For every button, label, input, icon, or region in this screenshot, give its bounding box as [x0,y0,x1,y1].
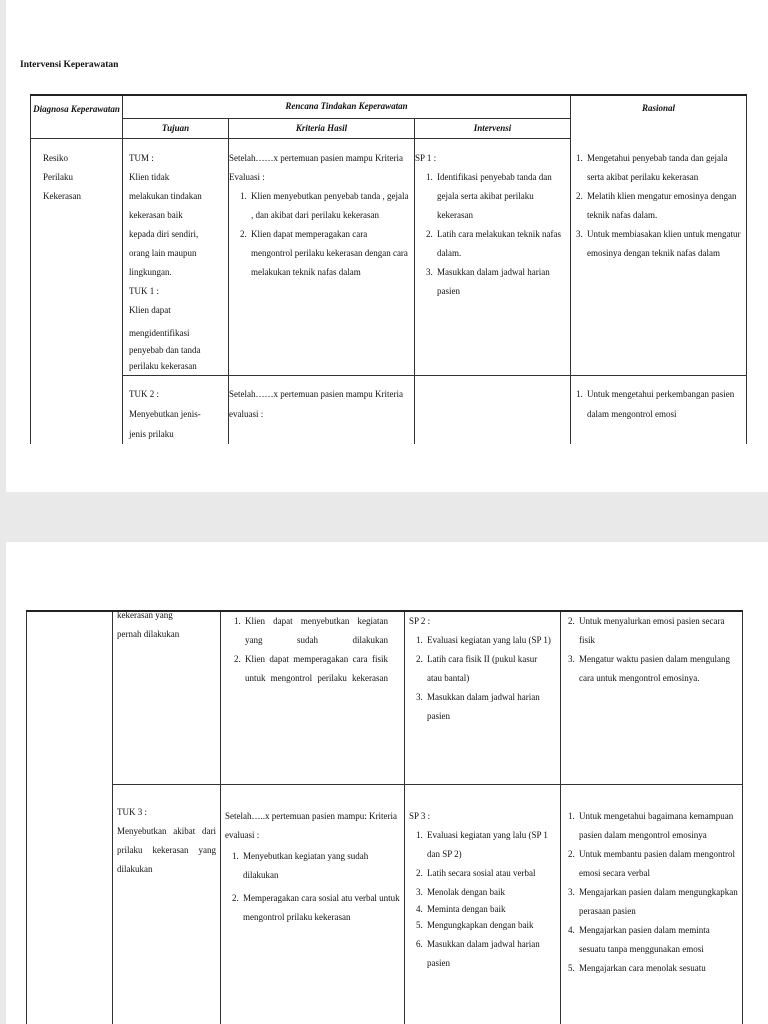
p2-row1-tujuan [113,611,221,785]
rasional-item: 1. Untuk mengetahui bagaimana kemampuan pasien dalam mengontrol emosinya [577,807,738,845]
p2-intervensi2-title: SP 3 : [409,811,431,821]
tujuan2-text [129,384,228,444]
kriteria-intro: Setelah……x pertemuan pasien mampu Kriteria Evaluasi : [229,153,403,182]
header-diagnosa-text: Diagnosa Keperawatan [33,104,120,114]
p2-tujuan-text [117,611,220,644]
p2-tujuan2-text [117,803,216,879]
intervensi-item: 2. Latih cara melakukan teknik nafas dalam. [435,225,566,263]
kriteria-item: 1. Klien dapat menyebutkan kegiatan yang sudah dilakukan [243,612,388,650]
tujuan-line: perilaku kekerasan [129,361,197,371]
tujuan-line: kekerasan yang [117,611,173,620]
header-rencana: Rencana Tindakan Keperawatan [123,95,571,118]
document-page-1 [6,0,768,492]
row1-diagnosa [31,139,123,376]
tujuan-line: mengidentifikasi [129,328,190,338]
tujuan-line: kepada diri sendiri, [129,229,199,239]
row2-diagnosa [31,376,123,445]
header-kriteria: Kriteria Hasil [229,118,415,138]
kriteria-item: 1. Menyebutkan kegiatan yang sudah dilakukan [241,847,400,885]
rasional-item: 1. Untuk mengetahui perkembangan pasien dalam mengontrol emosi [585,384,746,424]
rasional-item: 1. Mengetahui penyebab tanda dan gejala serta akibat perilaku kekerasan [585,149,746,187]
tujuan-line: penyebab dan tanda [129,345,201,355]
row2-rasional [571,376,747,445]
intervensi-item: 3. Masukkan dalam jadwal harian pasien [425,688,554,726]
rasional-item: 2. Melatih klien mengatur emosinya dengan teknik nafas dalam. [585,187,746,225]
tujuan-line: lingkungan. [129,267,172,277]
document-page-2 [6,542,768,1024]
rasional-item: 3. Mengajarkan pasien dalam mengungkapkan perasaan pasien [577,883,738,921]
p2-rasional-list [561,612,738,688]
p2-row1-intervensi [405,611,561,785]
diagnosa-list [43,149,122,206]
row1-rasional [571,139,747,376]
rasional-list [571,149,746,263]
p2-row2-tujuan [113,785,221,1024]
tujuan-text [129,149,228,375]
rasional-item: 4. Mengajarkan pasien dalam meminta sesuatu tanpa menggunakan emosi [577,921,738,959]
row1-tujuan [123,139,229,376]
p2-row2-kriteria [221,785,405,1024]
diagnosa-line: Perilaku [43,172,73,182]
p2-row2-rasional [561,785,743,1024]
tujuan-line: TUM : [129,153,154,163]
intervensi-item: 4. Meminta dengan baik [425,902,554,916]
intervensi-item: 6. Masukkan dalam jadwal harian pasien [425,935,554,973]
rasional-item: 5. Mengajarkan cara menolak sesuatu [577,959,738,978]
kriteria-item: 2. Klien dapat memperagakan cara mengontrol perilaku kekerasan dengan cara melakukan teknik nafas dalam [249,225,410,282]
p2-kriteria2-list [225,847,400,927]
header-diagnosa [31,95,123,139]
p2-kriteria-list [221,612,388,688]
intervensi-title: SP 1 : [415,153,437,163]
tujuan-line: jenis prilaku [129,429,174,439]
care-plan-table [30,94,747,444]
row2-tujuan [123,376,229,445]
p2-row1-rasional [561,611,743,785]
intervensi-item: 1. Evaluasi kegiatan yang lalu (SP 1 dan SP 2) [425,826,554,864]
header-tujuan: Tujuan [123,118,229,138]
row2-kriteria [229,376,415,445]
rasional-item: 3. Mengatur waktu pasien dalam mengulang cara untuk mengontrol emosinya. [577,650,738,688]
kriteria-item: 2. Memperagakan cara sosial atu verbal untuk mengontrol prilaku kekerasan [241,889,400,927]
row2-intervensi [415,376,571,445]
kriteria-item: 1. Klien menyebutkan penyebab tanda , gejala , dan akibat dari perilaku kekerasan [249,187,410,225]
tujuan-line: melakukan tindakan [129,191,202,201]
intervensi-item: 2. Latih cara fisik II (pukul kasur atau bantal) [425,650,554,688]
diagnosa-line: Resiko [43,153,69,163]
row1-intervensi [415,139,571,376]
intervensi-item: 1. Evaluasi kegiatan yang lalu (SP 1) [425,631,554,650]
p2-kriteria2-intro: Setelah…..x pertemuan pasien mampu: Kriteria evaluasi : [225,811,397,840]
intervensi-item: 2. Latih secara sosial atau verbal [425,864,554,883]
tujuan-line: kekerasan baik [129,210,183,220]
tujuan-line: Menyebutkan jenis- [129,409,201,419]
rasional2-list [571,384,746,424]
tujuan-line: Menyebutkan akibat dari prilaku kekerasan yang dilakukan [117,826,216,874]
document-title: Intervensi Keperawatan [20,60,119,70]
intervensi-item: 3. Menolak dengan baik [425,883,554,902]
p2-intervensi2-list [409,826,554,973]
row1-kriteria [229,139,415,376]
p2-row2-intervensi [405,785,561,1024]
diagnosa-line: Kekerasan [43,191,81,201]
tujuan-line: Klien dapat [129,305,171,315]
tujuan-line: pernah dilakukan [117,629,180,639]
tujuan-line: orang lain maupun [129,248,197,258]
tujuan-line: TUK 2 : [129,389,159,399]
rasional-item: 2. Untuk menyalurkan emosi pasien secara fisik [577,612,738,650]
rasional-item: 2. Untuk membantu pasien dalam mengontrol emosi secara verbal [577,845,738,883]
intervensi-item: 3. Masukkan dalam jadwal harian pasien [435,263,566,301]
header-rasional: Rasional [571,95,747,139]
tujuan-line: TUK 1 : [129,286,159,296]
rasional-item: 3. Untuk membiasakan klien untuk mengatur emosinya dengan teknik nafas dalam [585,225,746,263]
tujuan-line: Klien tidak [129,172,170,182]
intervensi-list [415,168,566,301]
intervensi-item: 1. Identifikasi penyebab tanda dan gejala serta akibat perilaku kekerasan [435,168,566,225]
care-plan-table-continued [26,610,743,1024]
header-intervensi: Intervensi [415,118,571,138]
p2-rasional2-list [561,807,738,978]
kriteria2-intro: Setelah……x pertemuan pasien mampu Kriteria evaluasi : [229,389,403,419]
intervensi-item: 5. Mengungkapkan dengan baik [425,916,554,935]
kriteria-list [229,187,410,282]
kriteria-item: 2. Klien dapat memperagakan cara fisik untuk mengontrol perilaku kekerasan [243,650,388,688]
p2-intervensi-title: SP 2 : [409,616,431,626]
tujuan-line: TUK 3 : [117,807,147,817]
p2-row1-kriteria [221,611,405,785]
p2-diagnosa [27,611,113,1024]
p2-intervensi-list [409,631,554,726]
